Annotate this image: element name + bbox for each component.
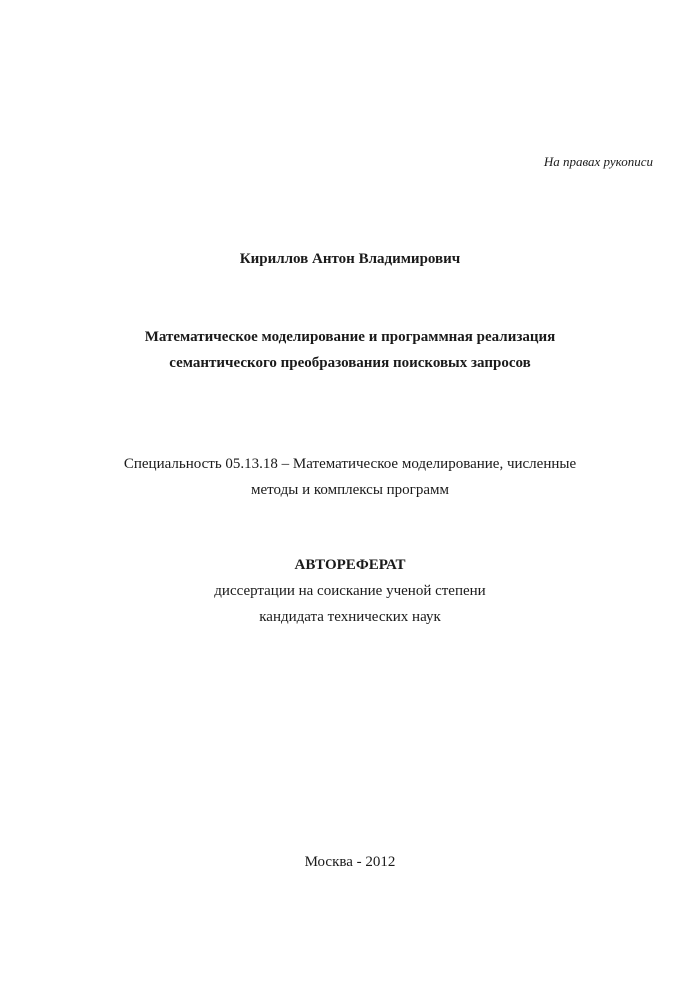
degree-line-2: кандидата технических наук [259,609,441,625]
author-name: Кириллов Антон Владимирович [239,251,461,267]
degree-line-1: диссертации на соискание ученой степени [214,583,486,599]
manuscript-rights-note: На правах рукописи [543,154,653,169]
specialty-line-1: Специальность 05.13.18 – Математическое моделирование, численные [123,456,577,472]
place-and-year: Москва - 2012 [304,854,396,870]
title-line-1: Математическое моделирование и программная реализация [144,329,556,345]
title-line-2: семантического преобразования поисковых запросов [169,355,531,371]
specialty-line-2: методы и комплексы программ [251,482,449,498]
abstract-heading: АВТОРЕФЕРАТ [294,557,406,573]
